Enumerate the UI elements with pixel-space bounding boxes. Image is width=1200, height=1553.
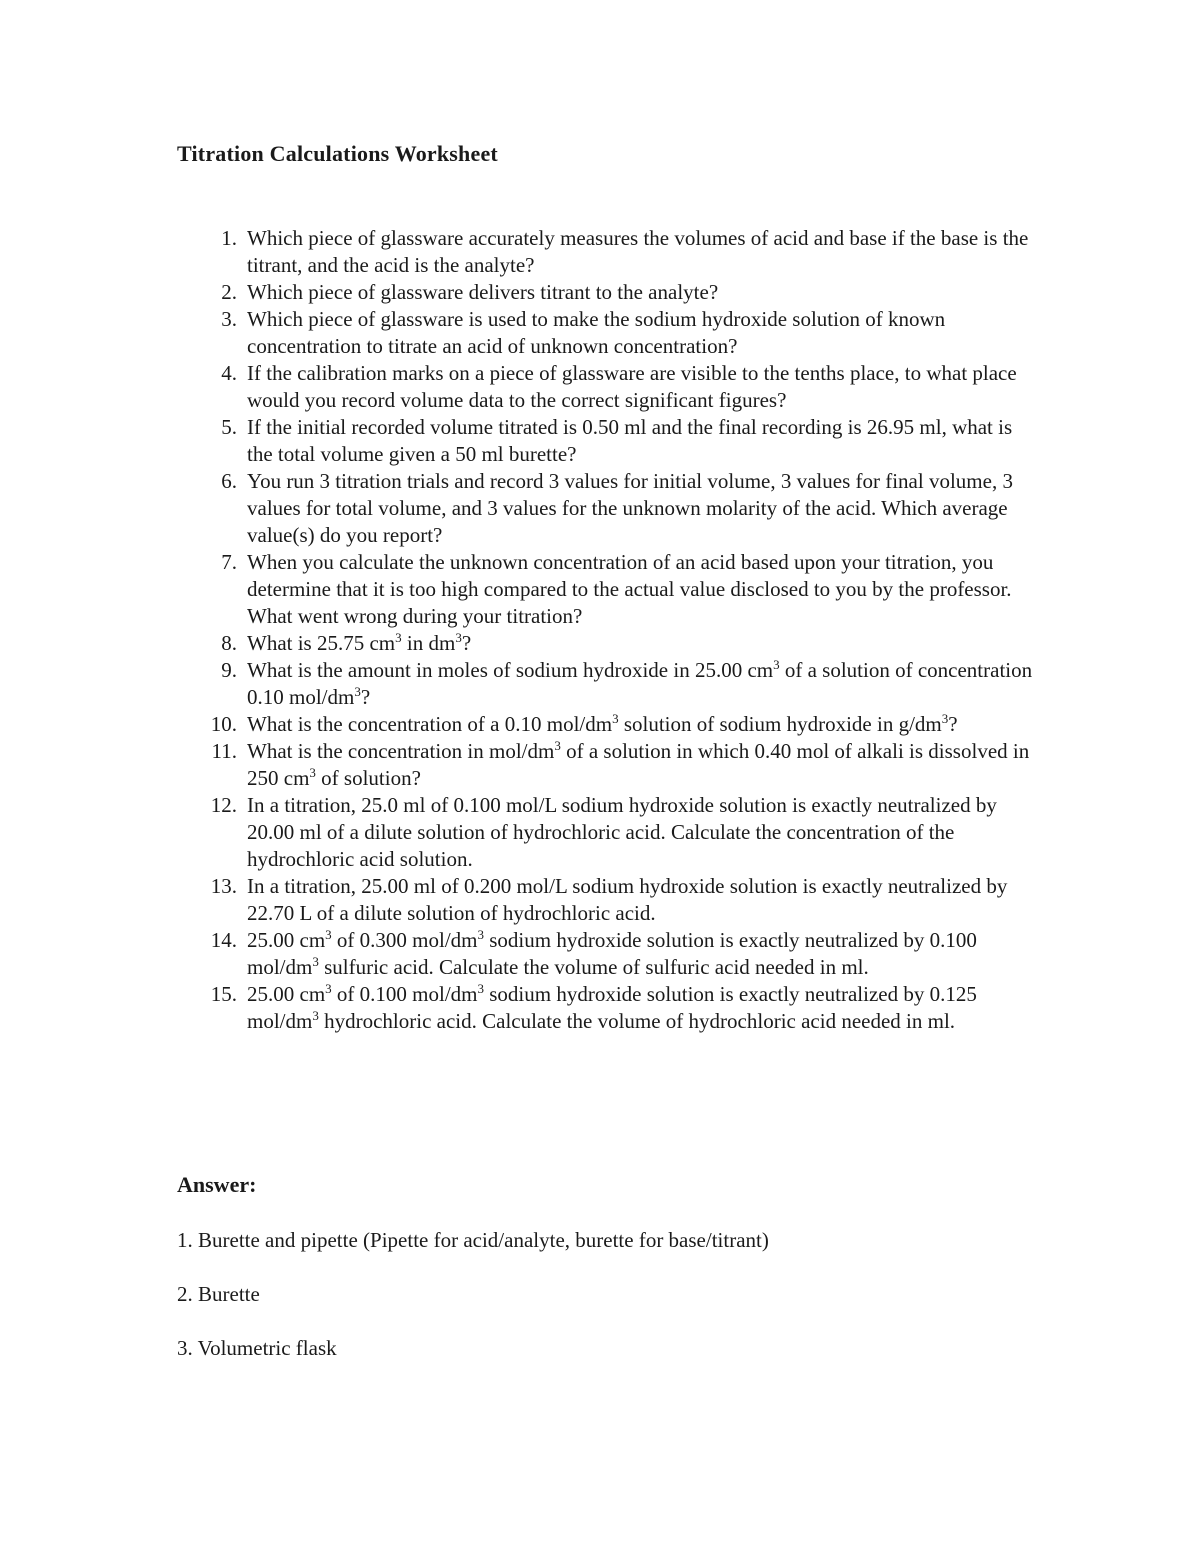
question-item <box>177 279 1037 306</box>
question-text: 25.00 $cm^3$ of 0.100 mol/$dm^3$ sodium hydroxide solution is exactly neutralized by 0.125 mol/$dm^3$ hydrochloric acid. Calculate the volume of hydrochloric acid needed in ml. <box>247 981 977 1033</box>
question-number: 14. <box>210 928 237 952</box>
answer-list <box>177 1227 769 1389</box>
question-text: Which piece of glassware delivers titrant to the analyte? <box>247 280 719 304</box>
question-item <box>177 927 1037 981</box>
question-item <box>177 657 1037 711</box>
question-number: 15. <box>210 982 237 1006</box>
question-item <box>177 738 1037 792</box>
question-number: 8. <box>221 631 237 655</box>
superscript: 3 <box>312 1008 319 1023</box>
question-number: 5. <box>221 415 237 439</box>
superscript: 3 <box>395 630 402 645</box>
question-number: 10. <box>210 712 237 736</box>
question-number: 9. <box>221 658 237 682</box>
superscript: 3 <box>455 630 462 645</box>
question-item <box>177 468 1037 549</box>
answer-heading: Answer: <box>177 1172 257 1197</box>
superscript: 3 <box>477 927 484 942</box>
question-number: 13. <box>210 874 237 898</box>
superscript: 3 <box>773 657 780 672</box>
question-text: If the calibration marks on a piece of glassware are visible to the tenths place, to what place would you record volume data to the correct significant figures? <box>247 361 1017 412</box>
question-item <box>177 792 1037 873</box>
question-text: If the initial recorded volume titrated is 0.50 ml and the final recording is 26.95 ml, what is the total volume given a 50 ml burette? <box>247 415 1013 466</box>
question-item <box>177 981 1037 1035</box>
worksheet-title: Titration Calculations Worksheet <box>177 141 498 166</box>
question-number: 4. <box>221 361 237 385</box>
superscript: 3 <box>325 927 332 942</box>
question-number: 6. <box>221 469 237 493</box>
question-text: In a titration, 25.00 ml of 0.200 mol/L sodium hydroxide solution is exactly neutralized by 22.70 L of a dilute solution of hydrochloric acid. <box>247 874 1008 925</box>
superscript: 3 <box>612 711 619 726</box>
question-number: 11. <box>211 739 237 763</box>
question-item <box>177 549 1037 630</box>
question-number: 2. <box>221 280 237 304</box>
question-text: 25.00 $cm^3$ of 0.300 mol/$dm^3$ sodium hydroxide solution is exactly neutralized by 0.100 mol/$dm^3$ sulfuric acid. Calculate the volume of sulfuric acid needed in ml. <box>247 927 977 979</box>
question-text: Which piece of glassware is used to make the sodium hydroxide solution of known concentration to titrate an acid of unknown concentration? <box>247 307 946 358</box>
superscript: 3 <box>477 981 484 996</box>
question-text: Which piece of glassware accurately measures the volumes of acid and base if the base is the titrant, and the acid is the analyte? <box>247 226 1029 277</box>
question-item <box>177 414 1037 468</box>
question-item <box>177 306 1037 360</box>
question-number: 7. <box>221 550 237 574</box>
superscript: 3 <box>354 684 361 699</box>
question-item <box>177 630 1037 657</box>
question-item <box>177 225 1037 279</box>
question-item <box>177 873 1037 927</box>
answer-item: 2. Burette <box>177 1282 260 1306</box>
question-list <box>177 225 1037 1035</box>
superscript: 3 <box>325 981 332 996</box>
question-text: What is 25.75 $cm^3$ in $dm^3$? <box>247 630 472 655</box>
answer-item: 3. Volumetric flask <box>177 1336 337 1360</box>
answer-item: 1. Burette and pipette (Pipette for acid/analyte, burette for base/titrant) <box>177 1228 769 1252</box>
question-text: What is the amount in moles of sodium hydroxide in 25.00 $cm^3$ of a solution of concentration 0.10 mol/$dm^3$? <box>247 657 1033 709</box>
question-text: In a titration, 25.0 ml of 0.100 mol/L sodium hydroxide solution is exactly neutralized by 20.00 ml of a dilute solution of hydrochloric acid. Calculate the concentration of the hydrochloric acid solution. <box>247 793 997 871</box>
question-item <box>177 711 1037 738</box>
question-number: 3. <box>221 307 237 331</box>
question-item <box>177 360 1037 414</box>
question-text: When you calculate the unknown concentration of an acid based upon your titration, you determine that it is too high compared to the actual value disclosed to you by the professor. What went wrong during your titration? <box>247 550 1012 628</box>
superscript: 3 <box>941 711 949 726</box>
superscript: 3 <box>554 738 561 753</box>
question-text: You run 3 titration trials and record 3 values for initial volume, 3 values for final volume, 3 values for total volume, and 3 values for the unknown molarity of the acid. Which average value(s) do you report? <box>247 469 1013 547</box>
question-text: What is the concentration of a 0.10 mol/$dm^3$ solution of sodium hydroxide in $g/dm^3$? <box>247 711 958 736</box>
question-text: What is the concentration in mol/$dm^3$ of a solution in which 0.40 mol of alkali is dissolved in 250 $cm^3$ of solution? <box>247 738 1030 790</box>
superscript: 3 <box>309 765 316 780</box>
superscript: 3 <box>312 954 319 969</box>
question-number: 1. <box>221 226 237 250</box>
question-number: 12. <box>210 793 237 817</box>
